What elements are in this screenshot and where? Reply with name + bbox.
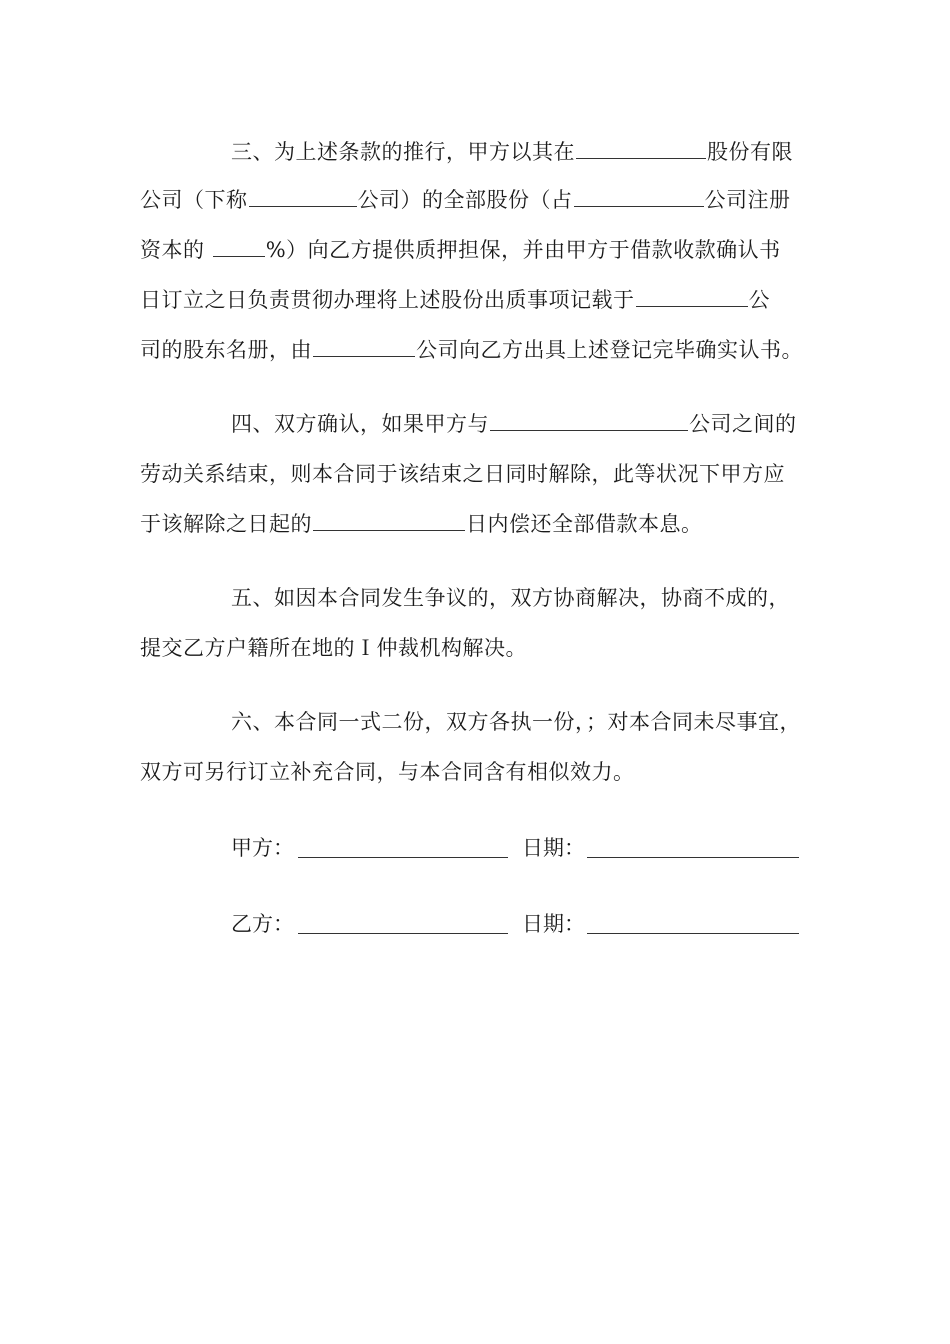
clause-3-text-3a: 资本的 xyxy=(140,238,212,262)
blank-days xyxy=(313,510,465,531)
clause-6-line-1 xyxy=(231,708,801,736)
blank-company-short-name xyxy=(249,186,357,207)
clause-3-text-5a: 司的股东名册，由 xyxy=(140,338,312,362)
party-b-date-label: 日期： xyxy=(522,912,585,936)
clause-5-line-1 xyxy=(231,584,790,612)
clause-4-line-2 xyxy=(140,460,785,488)
clause-6-text-2: 双方可另行订立补充合同，与本合同含有相似效力。 xyxy=(140,760,635,784)
party-a-date-line[interactable] xyxy=(587,856,799,858)
clause-4-text-1b: 公司之间的 xyxy=(689,412,797,436)
clause-3-text-2b: 公司）的全部股份（占 xyxy=(357,188,573,212)
clause-3-text-2a: 公司（下称 xyxy=(140,188,248,212)
clause-4-text-2: 劳动关系结束，则本合同于该结束之日同时解除，此等状况下甲方应 xyxy=(140,462,785,486)
party-a-signature-label: 甲方： xyxy=(231,836,294,860)
clause-4-text-1a: 四、双方确认，如果甲方与 xyxy=(231,412,489,436)
party-b-signature-label: 乙方： xyxy=(231,912,294,936)
blank-employer-company xyxy=(490,410,688,431)
clause-6-text-1: 六、本合同一式二份，双方各执一份，；对本合同未尽事宜， xyxy=(231,710,801,734)
clause-3-line-2 xyxy=(140,186,791,214)
blank-company-name-3 xyxy=(636,286,748,307)
clause-4-line-3 xyxy=(140,510,703,538)
party-b-signature-line[interactable] xyxy=(298,932,508,934)
clause-3-text-3b: %）向乙方提供质押担保，并由甲方于借款收款确认书 xyxy=(265,238,781,262)
clause-3-text-4a: 日订立之日负责贯彻办理将上述股份出质事项记载于 xyxy=(140,288,635,312)
clause-5-text-2: 提交乙方户籍所在地的Ｉ仲裁机构解决。 xyxy=(140,636,527,660)
clause-5-text-1: 五、如因本合同发生争议的，双方协商解决，协商不成的， xyxy=(231,586,790,610)
party-b-date-line[interactable] xyxy=(587,932,799,934)
clause-3-line-5 xyxy=(140,336,803,364)
clause-3-text-1b: 股份有限 xyxy=(707,140,793,164)
blank-company-name-2 xyxy=(574,186,704,207)
clause-3-text-1a: 三、为上述条款的推行，甲方以其在 xyxy=(231,140,575,164)
blank-company-name-4 xyxy=(313,336,415,357)
clause-4-text-3b: 日内偿还全部借款本息。 xyxy=(466,512,703,536)
clause-3-text-2c: 公司注册 xyxy=(704,188,791,212)
clause-6-line-2 xyxy=(140,758,635,786)
party-a-date-label: 日期： xyxy=(522,836,585,860)
clause-4-line-1 xyxy=(231,410,797,438)
blank-percentage xyxy=(213,238,265,257)
clause-5-line-2 xyxy=(140,634,527,662)
party-a-signature-line[interactable] xyxy=(298,856,508,858)
clause-3-line-4 xyxy=(140,286,770,314)
clause-3-text-4b: 公 xyxy=(748,288,770,312)
clause-3-text-5b: 公司向乙方出具上述登记完毕确实认书。 xyxy=(416,338,803,362)
clause-4-text-3a: 于该解除之日起的 xyxy=(140,512,312,536)
clause-3-line-1 xyxy=(231,138,793,166)
clause-3-line-3 xyxy=(140,236,781,264)
blank-company-name-1 xyxy=(576,138,706,159)
